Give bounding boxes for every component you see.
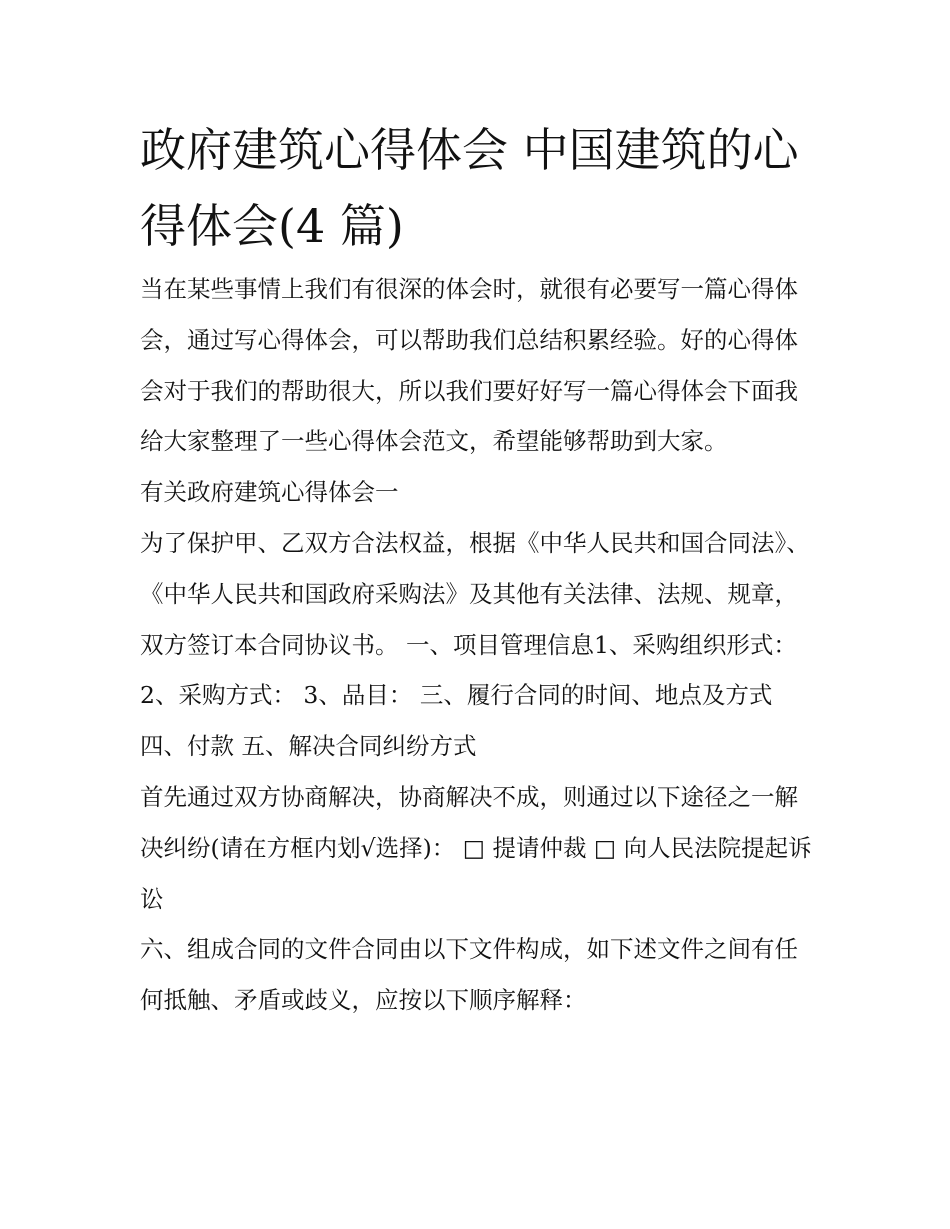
section-heading: 有关政府建筑心得体会一 bbox=[140, 478, 399, 507]
documents-paragraph: 六、组成合同的文件合同由以下文件构成，如下述文件之间有任何抵触、矛盾或歧义，应按以下顺序解释： bbox=[140, 935, 798, 1015]
document-title: 政府建筑心得体会 中国建筑的心得体会(4 篇) bbox=[140, 123, 799, 253]
contract-paragraph: 为了保护甲、乙双方合法权益，根据《中华人民共和国合同法》、《中华人民共和国政府采购法》及其他有关法律、法规、规章，双方签订本合同协议书。 一、项目管理信息1、采购组织形式： 2、采购方式： 3、品目： 三、履行合同的时间、地点及方式 四、付款 五、解决合同纠纷方式 bbox=[140, 528, 810, 761]
dispute-paragraph: 首先通过双方协商解决，协商解决不成，则通过以下途径之一解决纠纷(请在方框内划√选择)： □ 提请仲裁 □ 向人民法院提起诉讼 bbox=[140, 782, 812, 913]
document-content bbox=[140, 112, 812, 1026]
intro-paragraph: 当在某些事情上我们有很深的体会时，就很有必要写一篇心得体会，通过写心得体会，可以帮助我们总结积累经验。好的心得体会对于我们的帮助很大，所以我们要好好写一篇心得体会下面我给大家整理了一些心得体会范文，希望能够帮助到大家。 bbox=[140, 275, 798, 456]
